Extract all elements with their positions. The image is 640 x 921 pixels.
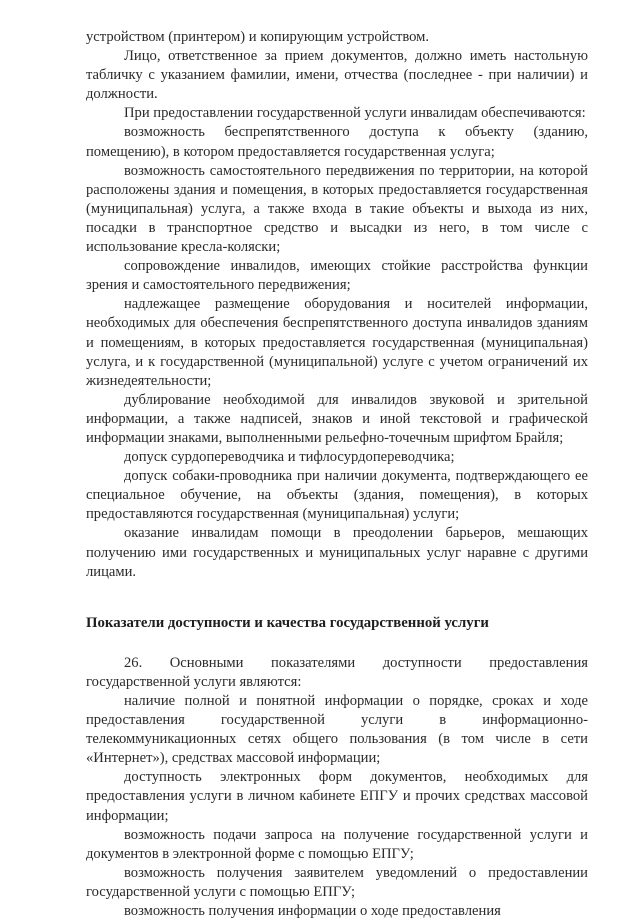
list-item: возможность самостоятельного передвижения по территории, на которой расположены здания и помещения, в которых предоставляется государственная (муниципальная) услуга, а также входа в такие объекты и выхода из них, посадки в транспортное средство и высадки из него, в том числе с использование кресла-коляски; bbox=[86, 162, 588, 256]
spacer bbox=[86, 582, 588, 614]
list-item: возможность получения заявителем уведомлений о предоставлении государственной услуги с помощью ЕПГУ; bbox=[86, 864, 588, 900]
list-item: надлежащее размещение оборудования и носителей информации, необходимых для обеспечения беспрепятственного доступа инвалидов зданиям и помещениям, в которых предоставляется государственная (муниципальная) услуга, и к государственной (муниципальной) услуге с учетом ограничений их жизнедеятельности; bbox=[86, 296, 588, 389]
list-item: сопровождение инвалидов, имеющих стойкие расстройства функции зрения и самостоятельного передвижения; bbox=[86, 258, 588, 294]
list-item: возможность получения информации о ходе предоставления bbox=[124, 903, 501, 920]
list-item: возможность подачи запроса на получение государственной услуги и документов в электронной форме с помощью ЕПГУ; bbox=[86, 826, 588, 862]
paragraph-disabled-intro: При предоставлении государственной услуги инвалидам обеспечиваются: bbox=[124, 105, 586, 122]
list-item: допуск сурдопереводчика и тифлосурдопереводчика; bbox=[124, 449, 455, 466]
spacer bbox=[86, 633, 588, 654]
list-item: доступность электронных форм документов, необходимых для предоставления услуги в личном кабинете ЕПГУ и прочих средствах массовой информации; bbox=[86, 769, 588, 824]
list-item: дублирование необходимой для инвалидов звуковой и зрительной информации, а также надписей, знаков и иной текстовой и графической информации знаками, выполненными рельефно-точечным шрифтом Брайля; bbox=[86, 391, 588, 446]
list-item: наличие полной и понятной информации о порядке, сроках и ходе предоставления государственной услуги в информационно-телекоммуникационных сетях общего пользования (в том числе в сети «Интернет»), средствах массовой информации; bbox=[86, 693, 588, 767]
paragraph-clause-26: 26. Основными показателями доступности предоставления государственной услуги являются: bbox=[86, 654, 588, 690]
section-heading: Показатели доступности и качества государственной услуги bbox=[86, 614, 489, 631]
paragraph-continuation: устройством (принтером) и копирующим устройством. bbox=[86, 29, 430, 45]
list-item: возможность беспрепятственного доступа к объекту (зданию, помещению), в котором предоставляется государственная услуга; bbox=[86, 124, 588, 160]
paragraph-responsible-person: Лицо, ответственное за прием документов, должно иметь настольную табличку с указанием фамилии, имени, отчества (последнее - при наличии) и должности. bbox=[86, 48, 588, 103]
list-item: оказание инвалидам помощи в преодолении барьеров, мешающих получению ими государственных и муниципальных услуг наравне с другими лицами. bbox=[86, 525, 588, 580]
document-page bbox=[86, 28, 588, 921]
list-item: допуск собаки-проводника при наличии документа, подтверждающего ее специальное обучение, на объекты (здания, помещения), в которых предоставляются государственная (муниципальная) услуги; bbox=[86, 468, 588, 523]
